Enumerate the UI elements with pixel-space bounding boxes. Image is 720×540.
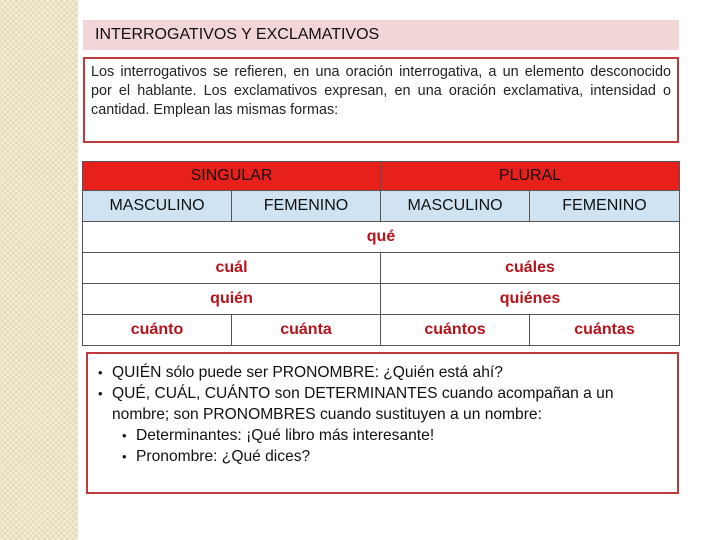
page-title: INTERROGATIVOS Y EXCLAMATIVOS <box>83 20 679 50</box>
table-row <box>83 315 680 346</box>
list-item <box>96 362 667 383</box>
cell-cuales: cuáles <box>381 253 680 284</box>
header-singular: SINGULAR <box>83 162 381 191</box>
note-text: QUÉ, CUÁL, CUÁNTO son DETERMINANTES cuando acompañan a un nombre; son PRONOMBRES cuando sustituyen a un nombre: <box>112 385 614 423</box>
header-plural: PLURAL <box>381 162 680 191</box>
cell-que: qué <box>83 222 680 253</box>
header-femenino-plural: FEMENINO <box>530 191 680 222</box>
table-row <box>83 253 680 284</box>
cell-cuantos: cuántos <box>381 315 530 346</box>
table-subheader-row <box>83 191 680 222</box>
bullet-icon: • <box>98 386 103 401</box>
decorative-side-strip <box>0 0 78 540</box>
bullet-icon: • <box>122 428 127 443</box>
list-item <box>96 425 667 446</box>
notes-list <box>96 362 667 467</box>
header-femenino-singular: FEMENINO <box>232 191 381 222</box>
bullet-icon: • <box>98 365 103 380</box>
bullet-icon: • <box>122 449 127 464</box>
list-item <box>96 446 667 467</box>
list-item <box>96 383 667 425</box>
table-header-row <box>83 162 680 191</box>
cell-quien: quién <box>83 284 381 315</box>
note-text: Pronombre: ¿Qué dices? <box>136 448 311 465</box>
notes-box <box>86 352 679 494</box>
header-masculino-singular: MASCULINO <box>83 191 232 222</box>
forms-table <box>82 161 680 346</box>
table-row <box>83 222 680 253</box>
cell-cual: cuál <box>83 253 381 284</box>
note-text: QUIÉN sólo puede ser PRONOMBRE: ¿Quién está ahí? <box>112 364 503 381</box>
cell-cuanta: cuánta <box>232 315 381 346</box>
cell-quienes: quiénes <box>381 284 680 315</box>
cell-cuantas: cuántas <box>530 315 680 346</box>
note-text: Determinantes: ¡Qué libro más interesante! <box>136 427 435 444</box>
cell-cuanto: cuánto <box>83 315 232 346</box>
intro-text: Los interrogativos se refieren, en una oración interrogativa, a un elemento desconocido por el hablante. Los exclamativos expresan, en una oración exclamativa, intensidad o cantidad. Emplean las mismas formas: <box>83 57 679 143</box>
table-row <box>83 284 680 315</box>
header-masculino-plural: MASCULINO <box>381 191 530 222</box>
